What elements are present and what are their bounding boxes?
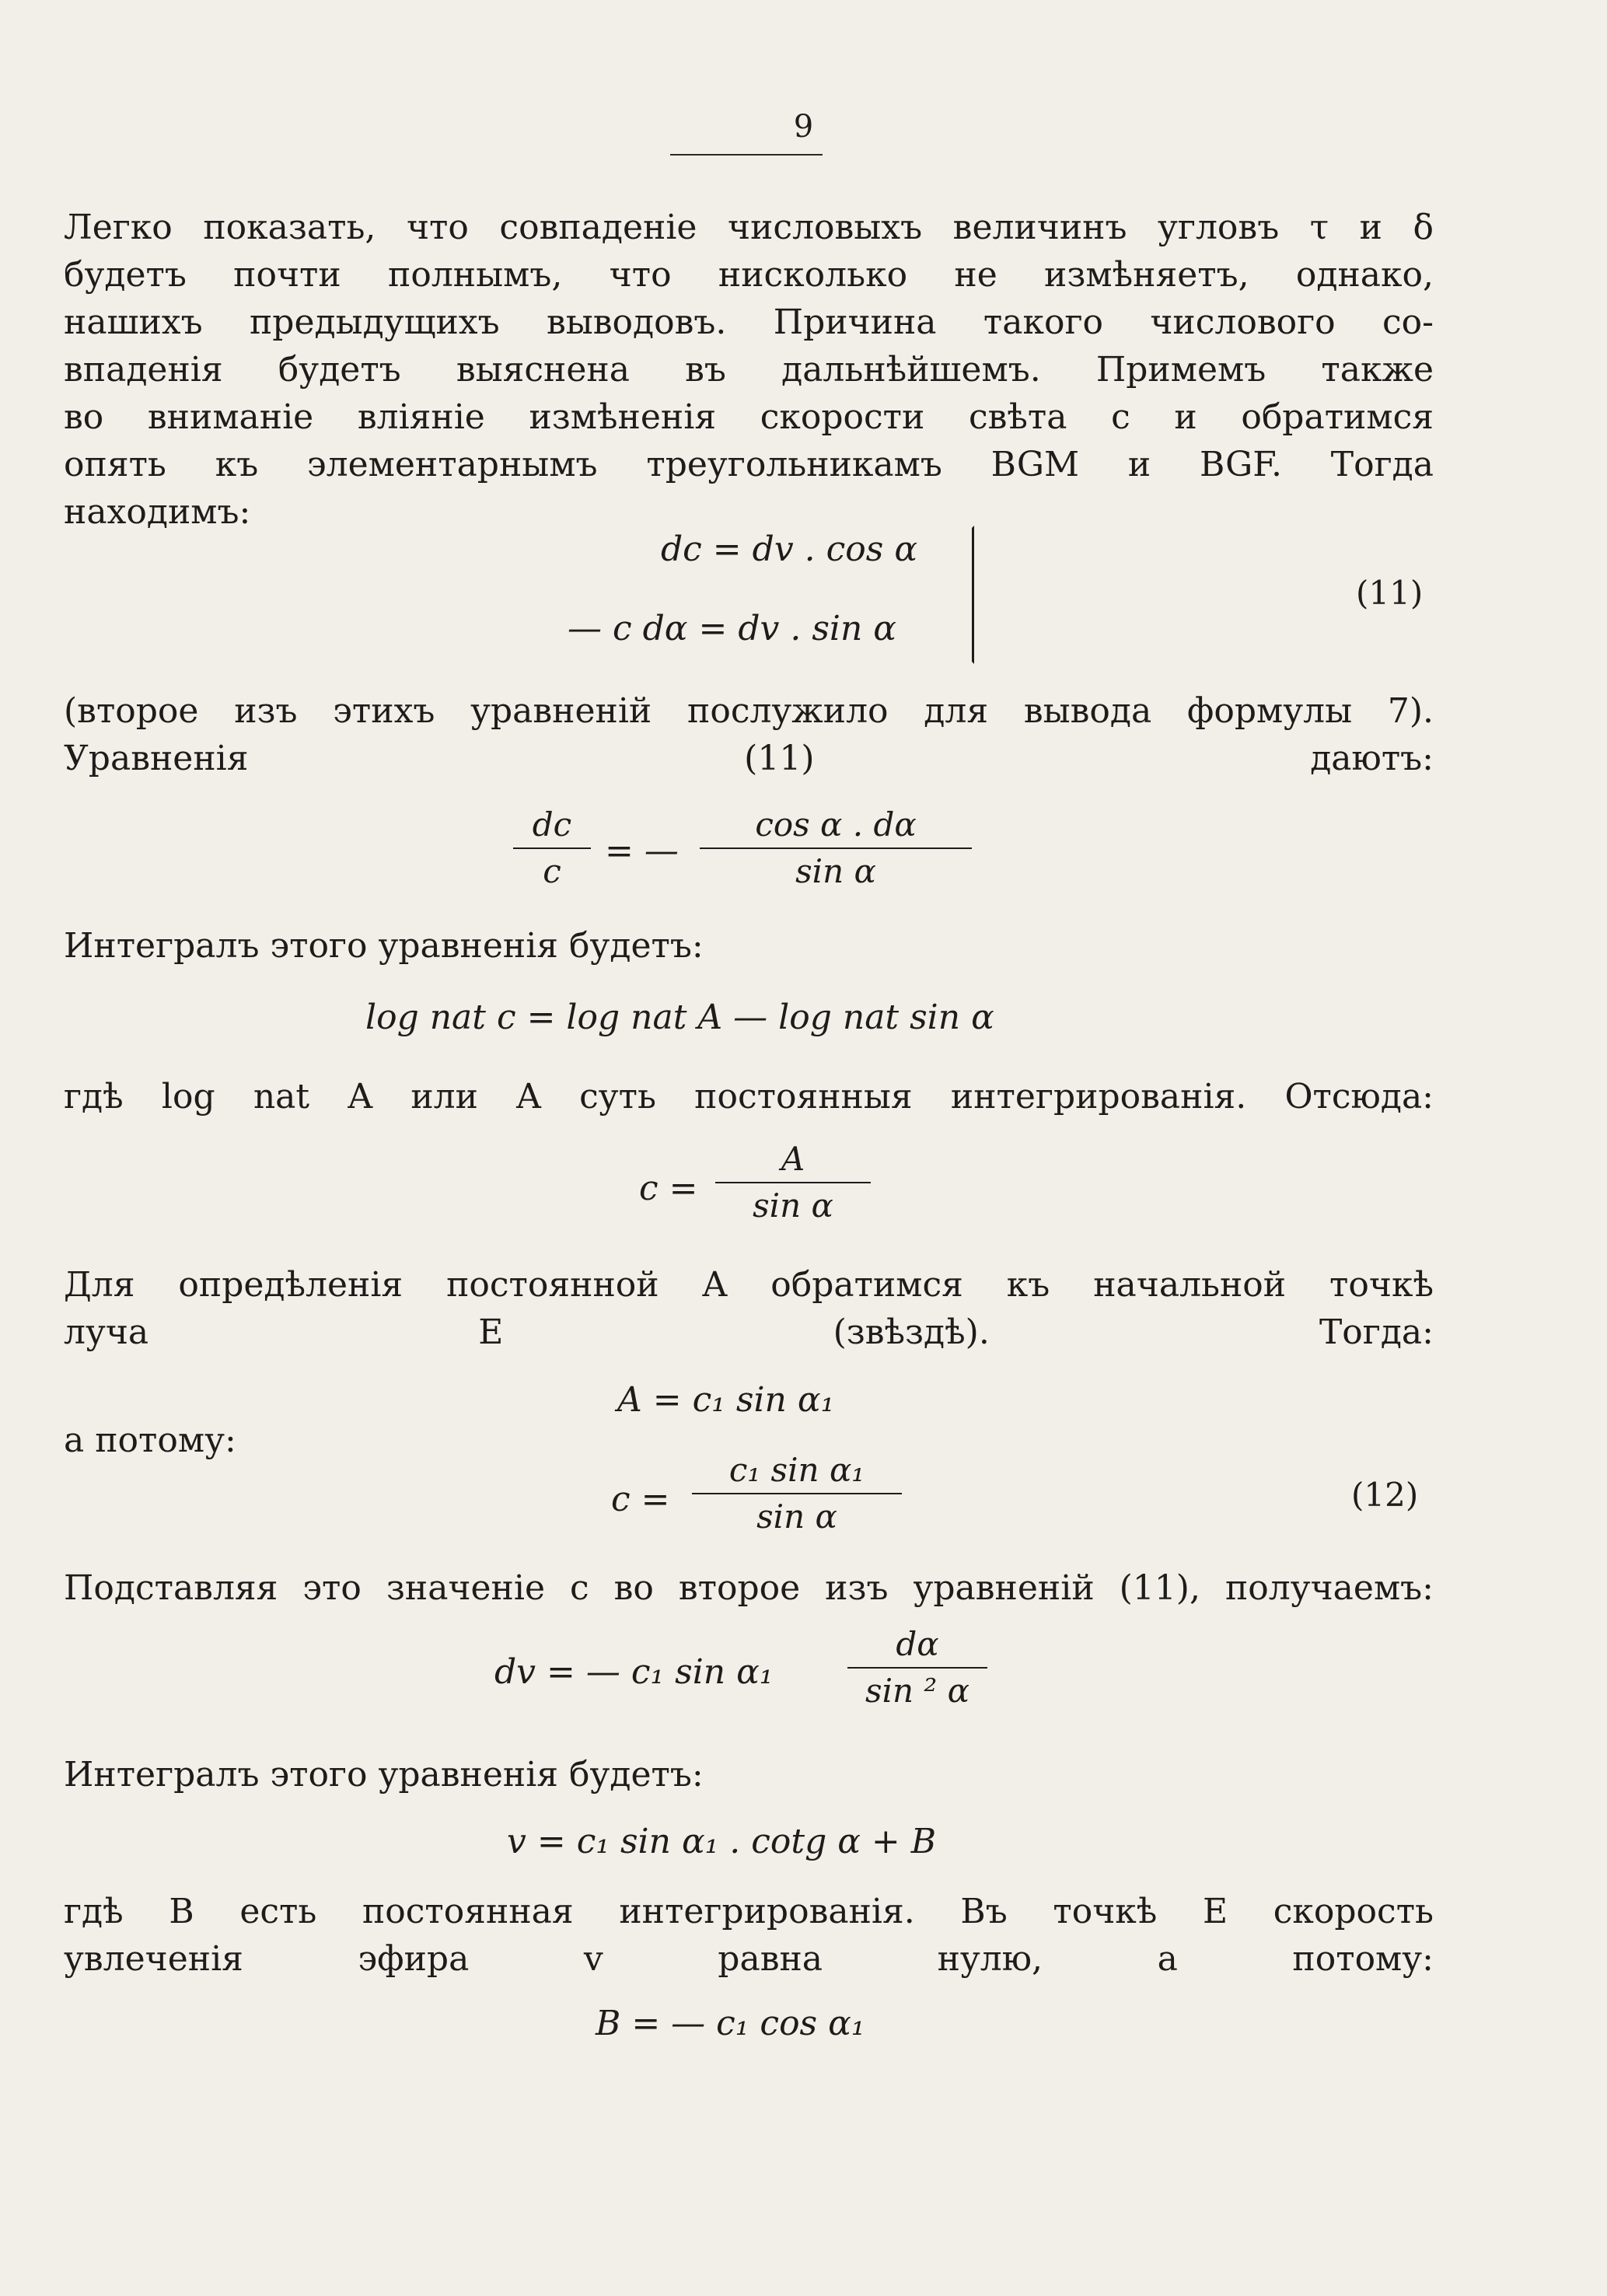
page-number-rule [670, 154, 823, 156]
text-line: Интегралъ этого уравненія будетъ: [64, 926, 704, 966]
numerator: dc [532, 806, 572, 844]
fraction-c1-sin [692, 1451, 902, 1536]
equation-a-constant: A = c₁ sin α₁ [617, 1380, 835, 1420]
text-line: впаденія будетъ выяснена въ дальнѣйшемъ. Примемъ также [64, 350, 1434, 390]
paragraph-5 [64, 1261, 1434, 1356]
text-line: находимъ: [64, 492, 251, 532]
numerator: A [781, 1140, 805, 1178]
paragraph-3 [64, 922, 1434, 970]
equation-v: v = c₁ sin α₁ . cotg α + B [507, 1822, 937, 1861]
text-line: гдѣ log nat A или A суть постоянныя интегрированія. Отсюда: [64, 1077, 1434, 1117]
fraction-bar [847, 1667, 987, 1669]
denominator: c [543, 852, 561, 890]
paragraph-4 [64, 1073, 1434, 1120]
denominator: sin α [756, 1497, 837, 1536]
fraction-bar [700, 847, 972, 849]
fraction-bar [513, 847, 591, 849]
text-line: Интегралъ этого уравненія будетъ: [64, 1755, 704, 1795]
text-line: Подставляя это значеніе c во второе изъ уравненій (11), получаемъ: [64, 1568, 1434, 1608]
numerator: c₁ sin α₁ [728, 1451, 865, 1489]
equation-lhs: c = [639, 1169, 698, 1208]
equation-b-constant: B = — c₁ cos α₁ [596, 2004, 865, 2043]
numerator: dα [896, 1625, 939, 1663]
equation-operator: = — [605, 831, 679, 871]
equation-brace [958, 526, 974, 664]
equation-11-line-1: dc = dv . cos α [661, 529, 918, 569]
text-line: во вниманіе вліяніе измѣненія скорости свѣта c и обратимся [64, 397, 1434, 437]
text-line: (второе изъ этихъ уравненій послужило для вывода формулы 7). [64, 691, 1434, 731]
paragraph-8 [64, 1751, 1434, 1798]
text-line: Уравненія (11) даютъ: [64, 739, 1434, 778]
text-line: гдѣ B есть постоянная интегрированія. Въ точкѣ E скорость [64, 1892, 1434, 1931]
paragraph-1 [64, 204, 1434, 536]
denominator: sin ² α [865, 1672, 969, 1710]
page-number: 9 [793, 109, 814, 145]
text-line: увлеченія эфира v равна нулю, а потому: [64, 1939, 1434, 1979]
fraction-a-sin [715, 1140, 871, 1225]
text-line: Легко показать, что совпаденіе числовыхъ величинъ угловъ τ и δ [64, 208, 1434, 247]
text-line: будетъ почти полнымъ, что нисколько не измѣняетъ, однако, [64, 255, 1434, 295]
text-line: луча E (звѣздѣ). Тогда: [64, 1312, 1434, 1352]
equation-lhs: c = [611, 1480, 670, 1519]
paragraph-9 [64, 1888, 1434, 1983]
fraction-cos-sin [700, 806, 972, 891]
denominator: sin α [795, 852, 876, 890]
numerator: cos α . dα [755, 806, 917, 844]
equation-dv-lhs: dv = — c₁ sin α₁ [494, 1652, 774, 1692]
equation-number-11: (11) [1356, 574, 1424, 612]
fraction-bar [715, 1182, 871, 1183]
text-line: опять къ элементарнымъ треугольникамъ BGM и BGF. Тогда [64, 445, 1434, 484]
paragraph-7 [64, 1564, 1434, 1612]
fraction-da-sin2 [847, 1625, 987, 1711]
text-line: Для опредѣленія постоянной A обратимся къ начальной точкѣ [64, 1265, 1434, 1305]
paragraph-2 [64, 687, 1434, 782]
equation-number-12: (12) [1351, 1476, 1419, 1514]
fraction-bar [692, 1493, 902, 1494]
equation-log: log nat c = log nat A — log nat sin α [365, 998, 994, 1037]
paragraph-6 [64, 1417, 375, 1464]
equation-11-line-2: — c dα = dv . sin α [568, 609, 897, 648]
text-line: а потому: [64, 1421, 236, 1460]
denominator: sin α [753, 1186, 833, 1225]
text-line: нашихъ предыдущихъ выводовъ. Причина такого числового со- [64, 302, 1434, 342]
fraction-dc-c [513, 806, 591, 891]
